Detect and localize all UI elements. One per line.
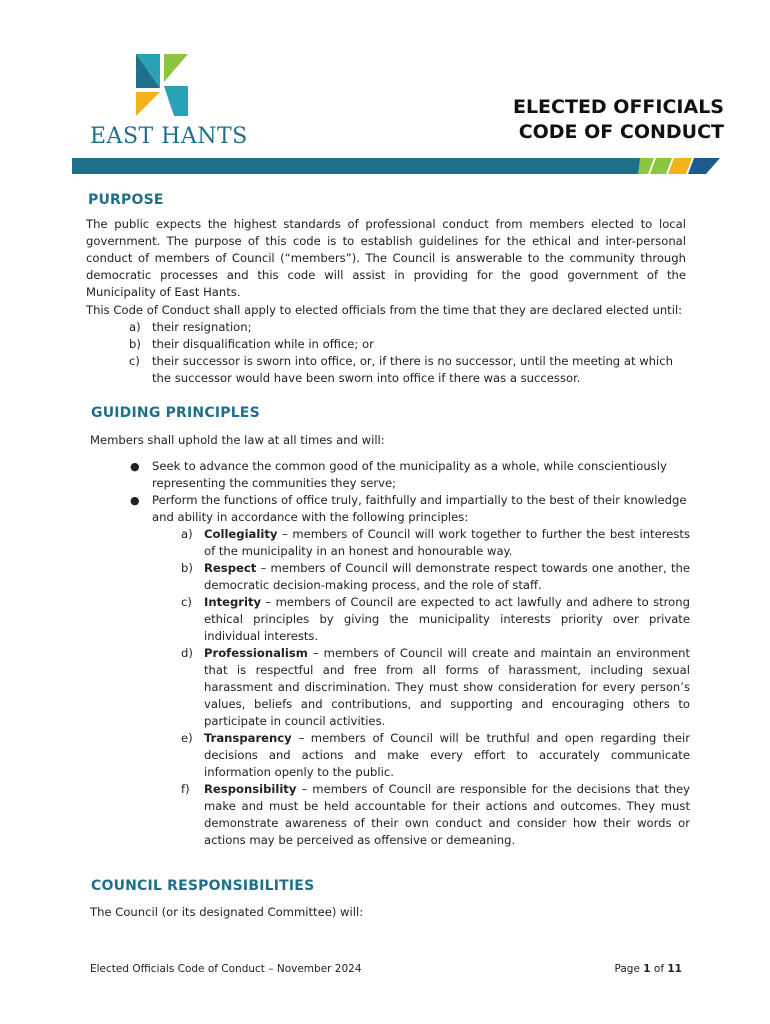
page-number	[615, 963, 683, 975]
guiding-intro: Members shall uphold the law at all times and will:	[90, 433, 385, 447]
principle-text: – members of Council will demonstrate respect towards one another, the democratic decision-making process, and the role of staff.	[204, 561, 690, 592]
east-hants-logo	[132, 52, 192, 118]
bullet-text: Perform the functions of office truly, faithfully and impartially to the best of their knowledge and ability in accordance with the following principles:	[152, 493, 687, 524]
principle-term: Responsibility	[204, 782, 297, 796]
applicability-paragraph	[86, 302, 686, 387]
principle-term: Respect	[204, 561, 257, 575]
principle-item	[86, 730, 690, 781]
bullet-item	[86, 492, 690, 526]
bullet-marker: ●	[130, 494, 140, 507]
header-bar	[72, 158, 720, 174]
section-heading-guiding-principles: GUIDING PRINCIPLES	[91, 405, 260, 421]
list-item	[86, 353, 686, 387]
list-marker: e)	[181, 731, 193, 745]
list-item-text: their resignation;	[152, 320, 252, 334]
purpose-paragraph: The public expects the highest standards of professional conduct from members elected to local government. The purpose of this code is to establish guidelines for the ethical and inter-personal conduct of members of Council (“members”). The Council is answerable to the community through democratic processes and this code will assist in providing for the good government of the Municipality of East Hants.	[86, 217, 686, 299]
list-marker: a)	[181, 527, 193, 541]
principle-item	[86, 526, 690, 560]
section-heading-council-responsibilities: COUNCIL RESPONSIBILITIES	[91, 878, 315, 894]
page-total: 11	[667, 963, 682, 975]
list-marker: b)	[181, 561, 193, 575]
principle-term: Professionalism	[204, 646, 308, 660]
principle-term: Collegiality	[204, 527, 278, 541]
list-item-text: their disqualification while in office; or	[152, 337, 374, 351]
applicability-intro: This Code of Conduct shall apply to elected officials from the time that they are declared elected until:	[86, 303, 683, 317]
section-heading-purpose: PURPOSE	[88, 192, 164, 208]
document-title-line2: CODE OF CONDUCT	[518, 121, 724, 143]
list-item	[86, 319, 686, 336]
page-current: 1	[643, 963, 651, 975]
principle-term: Transparency	[204, 731, 292, 745]
bullet-marker: ●	[130, 460, 140, 473]
list-marker: a)	[129, 320, 141, 334]
principle-item	[86, 645, 690, 730]
principle-text: – members of Council are responsible for the decisions that they make and must be held accountable for their actions and outcomes. They must demonstrate awareness of their own conduct and consider how their words or actions may be perceived as offensive or demeaning.	[204, 782, 690, 847]
principle-text: – members of Council will work together to further the best interests of the municipality in an honest and honourable way.	[204, 527, 690, 558]
principle-item	[86, 781, 690, 849]
bullet-item	[86, 458, 690, 492]
principle-term: Integrity	[204, 595, 262, 609]
principle-text: – members of Council are expected to act lawfully and adhere to strong ethical principles by giving the municipality interests priority over private individual interests.	[204, 595, 690, 643]
principle-item	[86, 594, 690, 645]
list-marker: f)	[181, 782, 190, 796]
list-marker: d)	[181, 646, 193, 660]
principle-text: – members of Council will be truthful and open regarding their decisions and actions and make every effort to accurately communicate information openly to the public.	[204, 731, 690, 779]
footer-document-label: Elected Officials Code of Conduct – November 2024	[90, 963, 362, 975]
bullet-text: Seek to advance the common good of the municipality as a whole, while conscientiously representing the communities they serve;	[152, 459, 667, 490]
org-name: EAST HANTS	[90, 124, 248, 149]
page-of-label: of	[650, 963, 668, 975]
page-label: Page	[614, 963, 644, 975]
principle-text: – members of Council will create and maintain an environment that is respectful and free from all forms of harassment, including sexual harassment and discrimination. They must show consideration for every person’s values, beliefs and contributions, and supporting and encouraging others to participate in council activities.	[204, 646, 690, 728]
list-item-text: their successor is sworn into office, or, if there is no successor, until the meeting at which the successor would have been sworn into office if there was a successor.	[152, 354, 673, 385]
list-marker: c)	[181, 595, 192, 609]
list-marker: b)	[129, 337, 141, 351]
list-marker: c)	[129, 354, 140, 368]
list-item	[86, 336, 686, 353]
guiding-list	[86, 458, 690, 849]
document-title-line1: ELECTED OFFICIALS	[512, 96, 724, 118]
principle-item	[86, 560, 690, 594]
council-intro: The Council (or its designated Committee) will:	[90, 905, 364, 919]
